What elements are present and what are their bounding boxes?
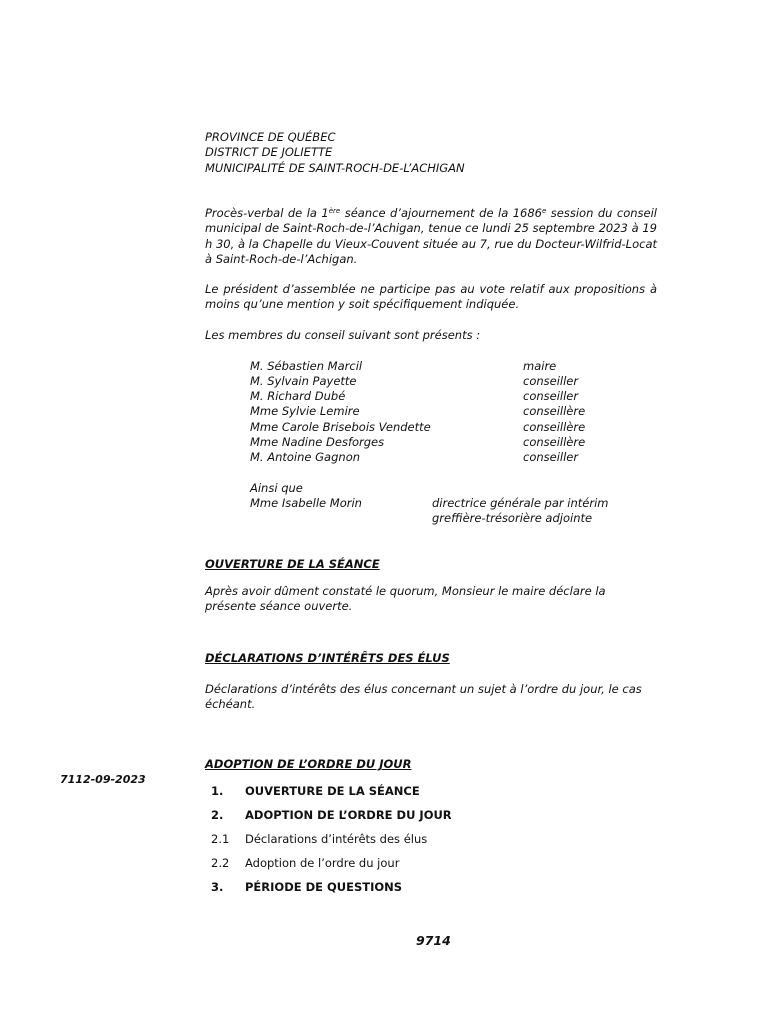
agenda-item-text: ADOPTION DE L’ORDRE DU JOUR: [245, 808, 452, 822]
agenda-item-number: 1.: [211, 784, 224, 798]
agenda-item-number: 2.1: [211, 832, 230, 846]
staff-role-secondary: greffière-trésorière adjointe: [432, 511, 593, 525]
member-role: conseillère: [523, 404, 586, 418]
declarations-text: Déclarations d’intérêts des élus concernant un sujet à l’ordre du jour, le cas échéant.: [205, 682, 642, 712]
agenda-item-text: Adoption de l’ordre du jour: [245, 856, 400, 870]
agenda-item-number: 2.: [211, 808, 224, 822]
member-role: conseiller: [523, 450, 579, 464]
member-name: Mme Nadine Desforges: [250, 435, 385, 449]
president-paragraph: Le président d’assemblée ne participe pas au vote relatif aux propositions à moins qu’une mention y soit spécifiquement indiquée.: [205, 282, 657, 312]
also-present-label: Ainsi que: [250, 481, 303, 495]
member-name: M. Sylvain Payette: [250, 374, 357, 388]
resolution-number: 7112-09-2023: [60, 773, 146, 786]
member-role: conseillère: [523, 435, 586, 449]
opening-text: Après avoir dûment constaté le quorum, Monsieur le maire déclare la présente séance ouverte.: [205, 584, 606, 614]
agenda-item-text: Déclarations d’intérêts des élus: [245, 832, 428, 846]
intro-paragraph: Procès-verbal de la 1ère séance d’ajournement de la 1686e session du conseil municipal de Saint-Roch-de-l’Achigan, tenue ce lundi 25 septembre 2023 à 19 h 30, à la Chapelle du Vieux-Couvent située au 7, rue du Docteur-Wilfrid-Locat à Saint-Roch-de-l’Achigan.: [205, 206, 657, 266]
header-province: PROVINCE DE QUÉBEC: [205, 130, 336, 144]
header-block: [205, 130, 657, 176]
member-name: M. Richard Dubé: [250, 389, 346, 403]
members-intro: Les membres du conseil suivant sont présents :: [205, 328, 481, 342]
staff-role: directrice générale par intérim: [432, 496, 609, 510]
page-number: 9714: [416, 933, 451, 948]
staff-name: Mme Isabelle Morin: [250, 496, 362, 510]
section-title-opening: OUVERTURE DE LA SÉANCE: [205, 557, 380, 571]
member-role: maire: [523, 359, 557, 373]
member-name: M. Sébastien Marcil: [250, 359, 363, 373]
member-name: Mme Carole Brisebois Vendette: [250, 420, 431, 434]
member-name: Mme Sylvie Lemire: [250, 404, 360, 418]
member-role: conseillère: [523, 420, 586, 434]
section-title-declarations: DÉCLARATIONS D’INTÉRÊTS DES ÉLUS: [205, 651, 450, 665]
header-municipality: MUNICIPALITÉ DE SAINT-ROCH-DE-L’ACHIGAN: [205, 160, 465, 175]
member-role: conseiller: [523, 389, 579, 403]
agenda-item-text: PÉRIODE DE QUESTIONS: [245, 880, 403, 894]
agenda-item-number: 3.: [211, 880, 224, 894]
header-district: DISTRICT DE JOLIETTE: [205, 145, 333, 160]
member-name: M. Antoine Gagnon: [250, 450, 361, 464]
agenda-item-number: 2.2: [211, 856, 230, 870]
member-role: conseiller: [523, 374, 579, 388]
agenda-item-text: OUVERTURE DE LA SÉANCE: [245, 784, 420, 798]
section-title-adoption: ADOPTION DE L’ORDRE DU JOUR: [205, 757, 412, 771]
